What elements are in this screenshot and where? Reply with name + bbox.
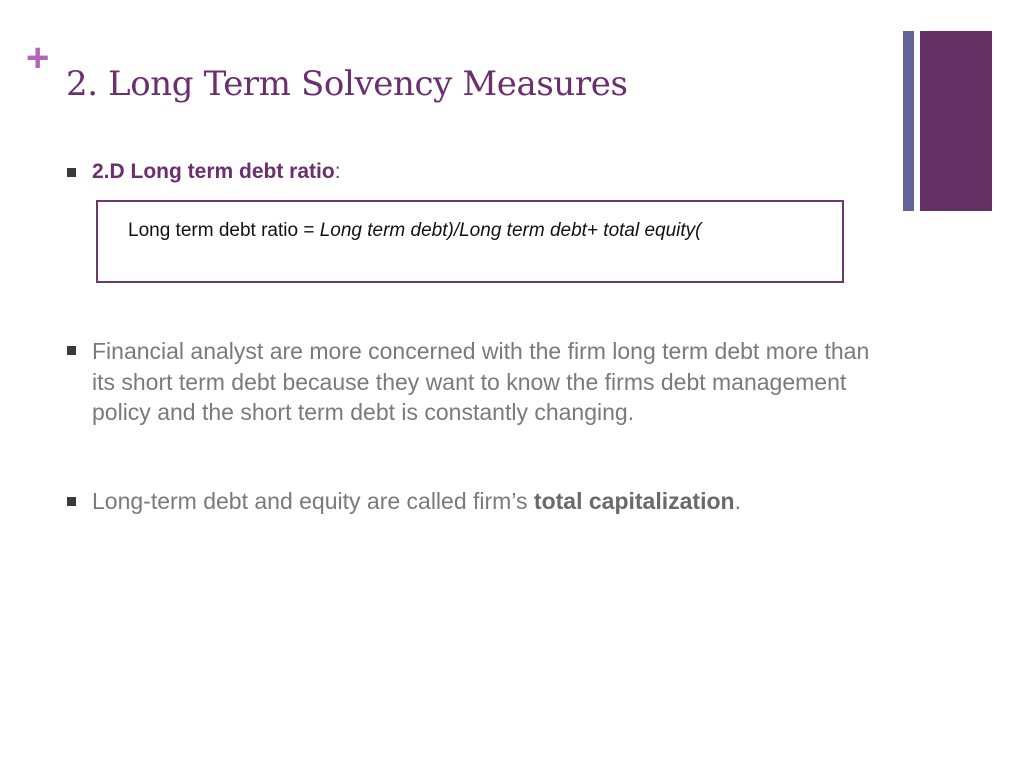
decorative-bar-thick xyxy=(920,31,992,211)
bullet-square-icon xyxy=(67,346,76,355)
bullet-square-icon xyxy=(67,497,76,506)
formula-text xyxy=(128,219,702,243)
formula-lhs: Long term debt ratio = xyxy=(128,220,320,241)
decorative-bar-thin xyxy=(903,31,914,211)
bullet-text-after: . xyxy=(734,488,741,514)
formula-rhs: Long term debt)/Long term debt+ total equity( xyxy=(319,220,702,241)
bullet-text-before: Long-term debt and equity are called firm’s xyxy=(92,488,534,514)
subheading-suffix: : xyxy=(334,160,341,183)
subheading xyxy=(92,159,341,185)
bullet-text-emphasis: total capitalization xyxy=(533,488,735,514)
bullet-square-icon xyxy=(67,168,76,177)
formula-box xyxy=(96,200,844,283)
subheading-label: 2.D Long term debt ratio xyxy=(92,160,335,183)
slide-title: 2. Long Term Solvency Measures xyxy=(66,64,628,104)
bullet-text-analyst-concern: Financial analyst are more concerned with the firm long term debt more than its short term debt because they want to know the firms debt management policy and the short term debt is constantly changing. xyxy=(92,338,870,425)
plus-icon: + xyxy=(26,36,50,80)
bullet-text-total-capitalization xyxy=(92,486,872,517)
